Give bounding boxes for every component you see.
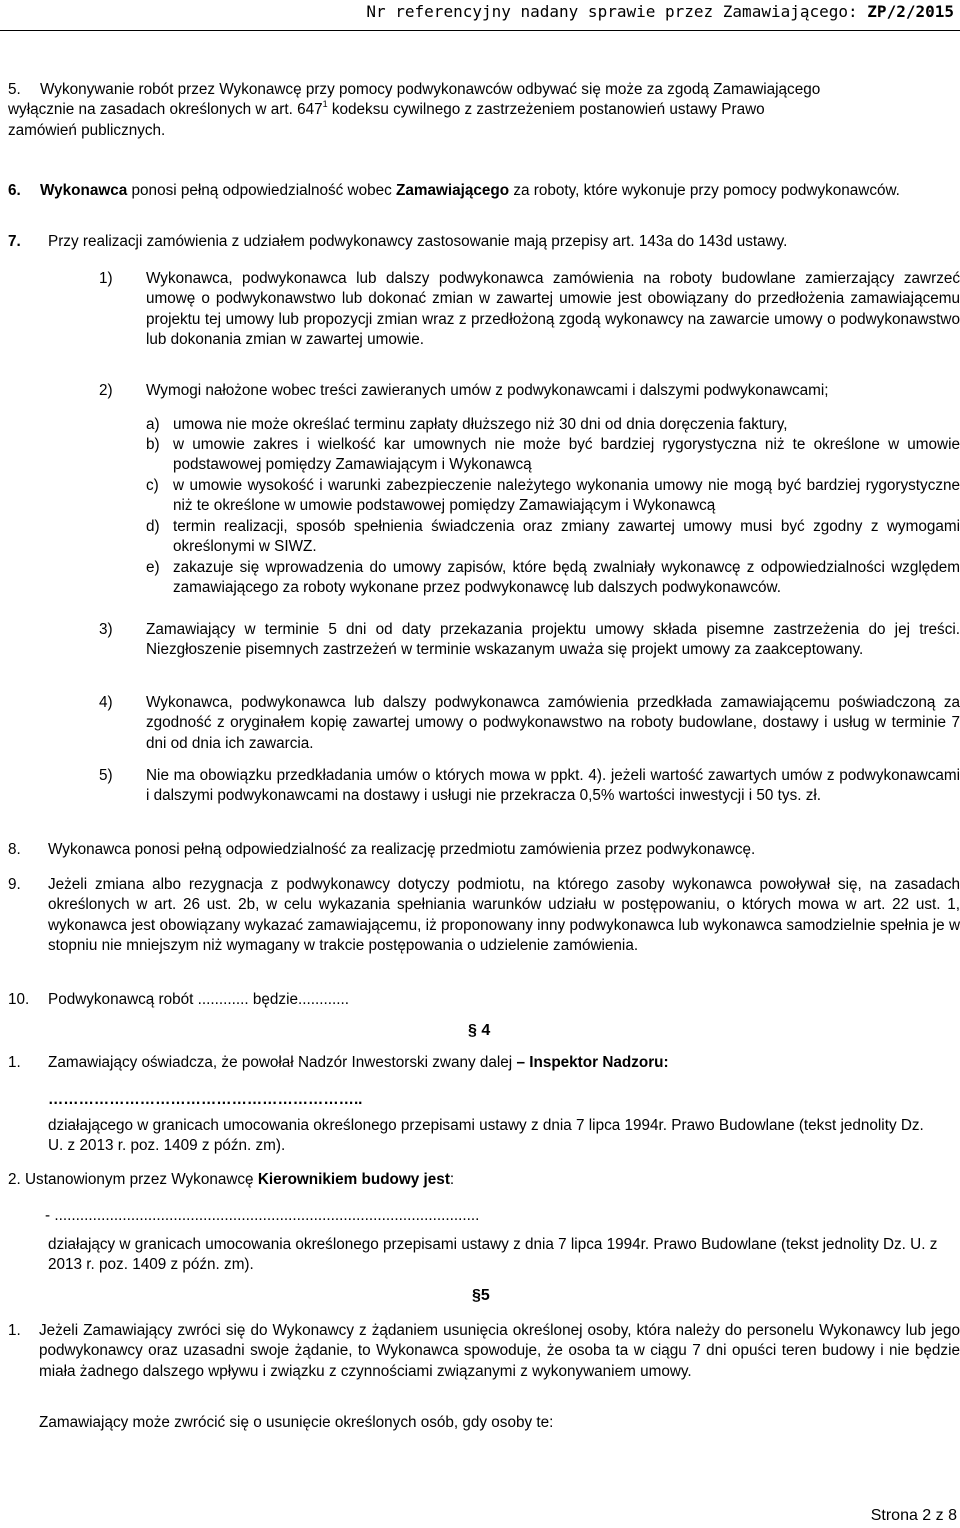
sec4-p1-number: 1. [8, 1054, 21, 1071]
para-8-number: 8. [8, 841, 21, 858]
header-rule [0, 30, 960, 31]
sub-b: w umowie zakres i wielkość kar umownych nie może być bardziej rygorystyczna niż te określone w umowie podstawowej pomiędzy Zamawiającym i Wykonawcą [173, 436, 960, 474]
sec5-p1-number: 1. [8, 1322, 21, 1339]
para-7-number: 7. [8, 233, 21, 250]
item-3: Zamawiający w terminie 5 dni od daty przekazania projektu umowy składa pisemne zastrzeżenia do jej treści. Niezgłoszenie pisemnych zastrzeżeń w terminie wskazanym uważa się projekt umowy za zaakceptowany. [146, 621, 960, 659]
para-5-line2a: wyłącznie na zasadach określonych w art. 647 [8, 101, 323, 119]
sub-c-number: c) [146, 477, 159, 494]
sec4-p2-rest: działający w granicach umocowania określonego przepisami ustawy z dnia 7 lipca 1994r. Prawo Budowlane (tekst jednolity Dz. U. z 2013 r. poz. 1409 z późn. zm). [48, 1236, 938, 1274]
para-6 [40, 181, 960, 201]
para-5-line3: zamówień publicznych. [8, 121, 166, 139]
sec4-p1-rest: działającego w granicach umocowania określonego przepisami ustawy z dnia 7 lipca 1994r. Prawo Budowlane (tekst jednolity Dz. U. z 2013 r. poz. 1409 z późn. zm). [48, 1117, 924, 1155]
item-5-number: 5) [99, 767, 113, 784]
para-7: Przy realizacji zamówienia z udziałem podwykonawcy zastosowanie mają przepisy art. 143a do 143d ustawy. [48, 233, 788, 250]
item-1: Wykonawca, podwykonawca lub dalszy podwykonawca zamówienia na roboty budowlane zamierzający zawrzeć umowę o podwykonawstwo lub dokonać zmian w zawartej umowie jest obowiązany do przedłożenia zamawiającemu projektu tej umowy lub propozycji zmian wraz z przedłożoną zgodą wykonawcy na zawarcie umowy o podwykonawstwo lub dokonania zmian w zawartej umowie. [146, 270, 960, 348]
sec4-p1-text: Zamawiający oświadcza, że powołał Nadzór Inwestorski zwany dalej [48, 1054, 517, 1071]
page-number: Strona 2 z 8 [870, 1507, 957, 1524]
sec4-p1-dash: – [516, 1054, 525, 1071]
item-5: Nie ma obowiązku przedkładania umów o których mowa w ppkt. 4). jeżeli wartość zawartych umów z podwykonawcami i dalszymi podwykonawcami na dostawy i usługi nie przekracza 0,5% wartości inwestycji i 50 tys. zł. [146, 767, 960, 805]
section-5-heading: §5 [472, 1287, 490, 1304]
sub-b-number: b) [146, 436, 160, 453]
sec4-p1 [48, 1053, 960, 1073]
site-manager-dots: - .................................................................................................... [45, 1207, 480, 1224]
para-6-bold1: Wykonawca [40, 182, 128, 199]
para-6-number: 6. [8, 182, 21, 199]
sec5-p2: Zamawiający może zwrócić się o usunięcie określonych osób, gdy osoby te: [39, 1414, 554, 1431]
item-3-number: 3) [99, 621, 113, 638]
sec5-p1: Jeżeli Zamawiający zwróci się do Wykonawcy z żądaniem usunięcia określonej osoby, która należy do personelu Wykonawcy lub jego podwykonawcy oraz uzasadni swoje żądanie, to Wykonawca spowoduje, że osoba ta w ciągu 7 dni opuści teren budowy i nie będzie miała żadnego dalszego wpływu i związku z czynnościami związanymi z wykonywaniem umowy. [39, 1322, 960, 1380]
section-4-heading: § 4 [468, 1022, 491, 1039]
site-manager-label: Kierownikiem budowy jest [257, 1171, 450, 1188]
para-6-text1: ponosi pełną odpowiedzialność wobec [127, 182, 397, 199]
item-2-number: 2) [99, 382, 113, 399]
para-6-bold2: Zamawiającego [396, 182, 510, 199]
item-2: Wymogi nałożone wobec treści zawieranych umów z podwykonawcami i dalszymi podwykonawcami; [146, 382, 829, 399]
para-9: Jeżeli zmiana albo rezygnacja z podwykonawcy dotyczy podmiotu, na którego zasoby wykonawca powoływał się, na zasadach określonych w art. 26 ust. 2b, w celu wykazania spełniania warunków udziału w postępowaniu, o których mowa w art. 22 ust. 1, wykonawca jest obowiązany wykazać zamawiającemu, iż proponowany inny podwykonawca lub wykonawca samodzielnie spełnia je w stopniu nie mniejszym niż wymagany w trakcie postępowania o udzielenie zamówienia. [48, 876, 960, 954]
item-4-number: 4) [99, 694, 113, 711]
item-4: Wykonawca, podwykonawca lub dalszy podwykonawca zamówienia przedkłada zamawiającemu poświadczoną za zgodność z oryginałem kopię zawartej umowy o podwykonawstwo na roboty budowlane, dostawy i usług w terminie 7 dni od dnia ich zawarcia. [146, 694, 960, 752]
page-header [366, 2, 954, 22]
header-prefix: Nr referencyjny nadany sprawie przez Zamawiającego: [366, 2, 858, 21]
sec4-p2-text: 2. Ustanowionym przez Wykonawcę [8, 1171, 258, 1188]
para-5-line2b: kodeksu cywilnego z zastrzeżeniem postanowień ustawy Prawo [327, 101, 765, 119]
inspector-label: Inspektor Nadzoru: [524, 1054, 669, 1071]
sub-a: umowa nie może określać terminu zapłaty dłuższego niż 30 dni od dnia doręczenia faktury, [173, 416, 788, 433]
sub-e-number: e) [146, 559, 160, 576]
sub-a-number: a) [146, 416, 160, 433]
para-8: Wykonawca ponosi pełną odpowiedzialność za realizację przedmiotu zamówienia przez podwykonawcę. [48, 841, 756, 858]
sub-d-number: d) [146, 518, 160, 535]
sub-d: termin realizacji, sposób spełnienia świadczenia oraz zmiany zawartej umowy musi być zgodny z wymogami określonymi w SIWZ. [173, 518, 960, 556]
superscript: 1 [322, 99, 328, 110]
sec4-p2-colon: : [449, 1171, 455, 1188]
para-10: Podwykonawcą robót ............ będzie............ [48, 991, 349, 1008]
para-5-number: 5. [8, 81, 21, 98]
para-5-line2 [8, 101, 765, 118]
item-1-number: 1) [99, 270, 113, 287]
para-5 [8, 80, 960, 141]
para-6-text2: za roboty, które wykonuje przy pomocy podwykonawców. [509, 182, 900, 199]
para-10-number: 10. [8, 991, 30, 1008]
para-5-line1: Wykonywanie robót przez Wykonawcę przy pomocy podwykonawców odbywać się może za zgodą Zamawiającego [40, 81, 821, 98]
reference-number: ZP/2/2015 [867, 2, 954, 21]
sec4-p2 [8, 1170, 960, 1190]
inspector-dots: …………………………………………………….. [48, 1091, 363, 1108]
sub-c: w umowie wysokość i warunki zabezpieczenie należytego wykonania umowy nie mogą być bardziej rygorystyczne niż te określone w umowie podstawowej pomiędzy Zamawiającym i Wykonawcą [173, 477, 960, 515]
para-9-number: 9. [8, 876, 21, 893]
sub-e: zakazuje się wprowadzenia do umowy zapisów, które będą zwalniały wykonawcę z odpowiedzialności względem zamawiającego za roboty wykonane przez podwykonawcę lub dalszych podwykonawców. [173, 559, 960, 597]
